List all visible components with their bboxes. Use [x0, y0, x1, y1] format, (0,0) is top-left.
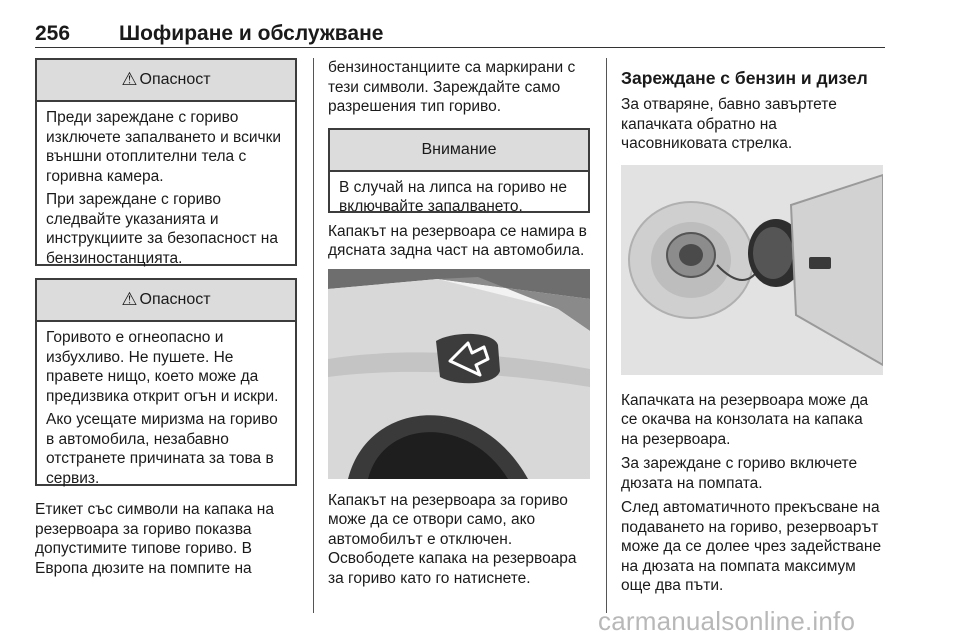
col3-text-1: За отваряне, бавно завъртете капачката обратно на часовниковата стрелка.	[621, 96, 837, 152]
page-title: Шофиране и обслужване	[119, 22, 384, 45]
col2-text-3: Капакът на резервоара за гориво може да се отвори само, ако автомобилът е отключен. Освободете капака на резервоара за гориво като го натиснете.	[328, 491, 577, 587]
notice-box-title: Внимание	[421, 140, 497, 158]
danger-box-2-heading	[37, 280, 295, 322]
header-rule	[35, 47, 885, 48]
page-header	[35, 20, 885, 50]
notice-box-heading	[330, 130, 588, 172]
col2-text-2: Капакът на резервоара се намира в дясната задна част на автомобила.	[328, 222, 587, 259]
warning-triangle-icon: ⚠	[121, 69, 138, 90]
fuel-cap-illustration	[621, 165, 883, 375]
notice-box-text: В случай на липса на гориво не включвайте запалването.	[339, 178, 567, 215]
watermark: carmanualsonline.info	[598, 606, 856, 636]
section-title: Зареждане с бензин и дизел	[621, 68, 868, 88]
danger-box-1-heading	[37, 60, 295, 102]
column-divider-2	[606, 58, 607, 613]
danger-box-1-text-2: При зареждане с гориво следвайте указанията и инструкциите за безопасност на бензиностанцията.	[46, 191, 278, 267]
page-number: 256	[35, 22, 71, 45]
fuel-cap-open-illustration	[621, 165, 883, 375]
danger-box-2-title: Опасност	[139, 291, 211, 309]
col2-text-1: бензиностанциите са маркирани с тези символи. Зареждайте само разрешения тип гориво.	[328, 59, 576, 115]
notice-box	[328, 128, 590, 213]
col3-text-2: Капачката на резервоара може да се окачва на конзолата на капака на резервоара.	[621, 391, 869, 448]
col3-text-3: За зареждане с гориво включете дюзата на помпата.	[621, 455, 858, 492]
danger-box-2	[35, 278, 297, 486]
fuel-label-text: Етикет със символи на капака на резервоара за гориво показва допустимите типове гориво. В Европа дюзите на помпите на	[35, 501, 274, 577]
col3-text-4: След автоматичното прекъсване на подаването на гориво, резервоарът може да се долее чрез задействане на дюзата на помпата максимум още два пъти.	[621, 499, 882, 594]
danger-box-2-text-2: Ако усещате миризма на гориво в автомобила, незабавно отстранете причината за това в сервиз.	[46, 411, 278, 487]
column-1	[35, 58, 297, 583]
car-fuel-flap-illustration	[328, 269, 590, 479]
column-3	[621, 58, 883, 601]
danger-box-1	[35, 58, 297, 266]
column-2	[328, 58, 590, 593]
danger-box-1-title: Опасност	[139, 71, 211, 89]
warning-triangle-icon: ⚠	[121, 289, 138, 310]
column-divider-1	[313, 58, 314, 613]
danger-box-2-text-1: Горивото е огнеопасно и избухливо. Не пушете. Не правете нищо, което може да предизвика открит огън и искри.	[46, 329, 279, 405]
car-rear-illustration	[328, 269, 590, 479]
danger-box-1-text-1: Преди зареждане с гориво изключете запалването и всички външни отоплителни тела с горивна камера.	[46, 109, 282, 185]
